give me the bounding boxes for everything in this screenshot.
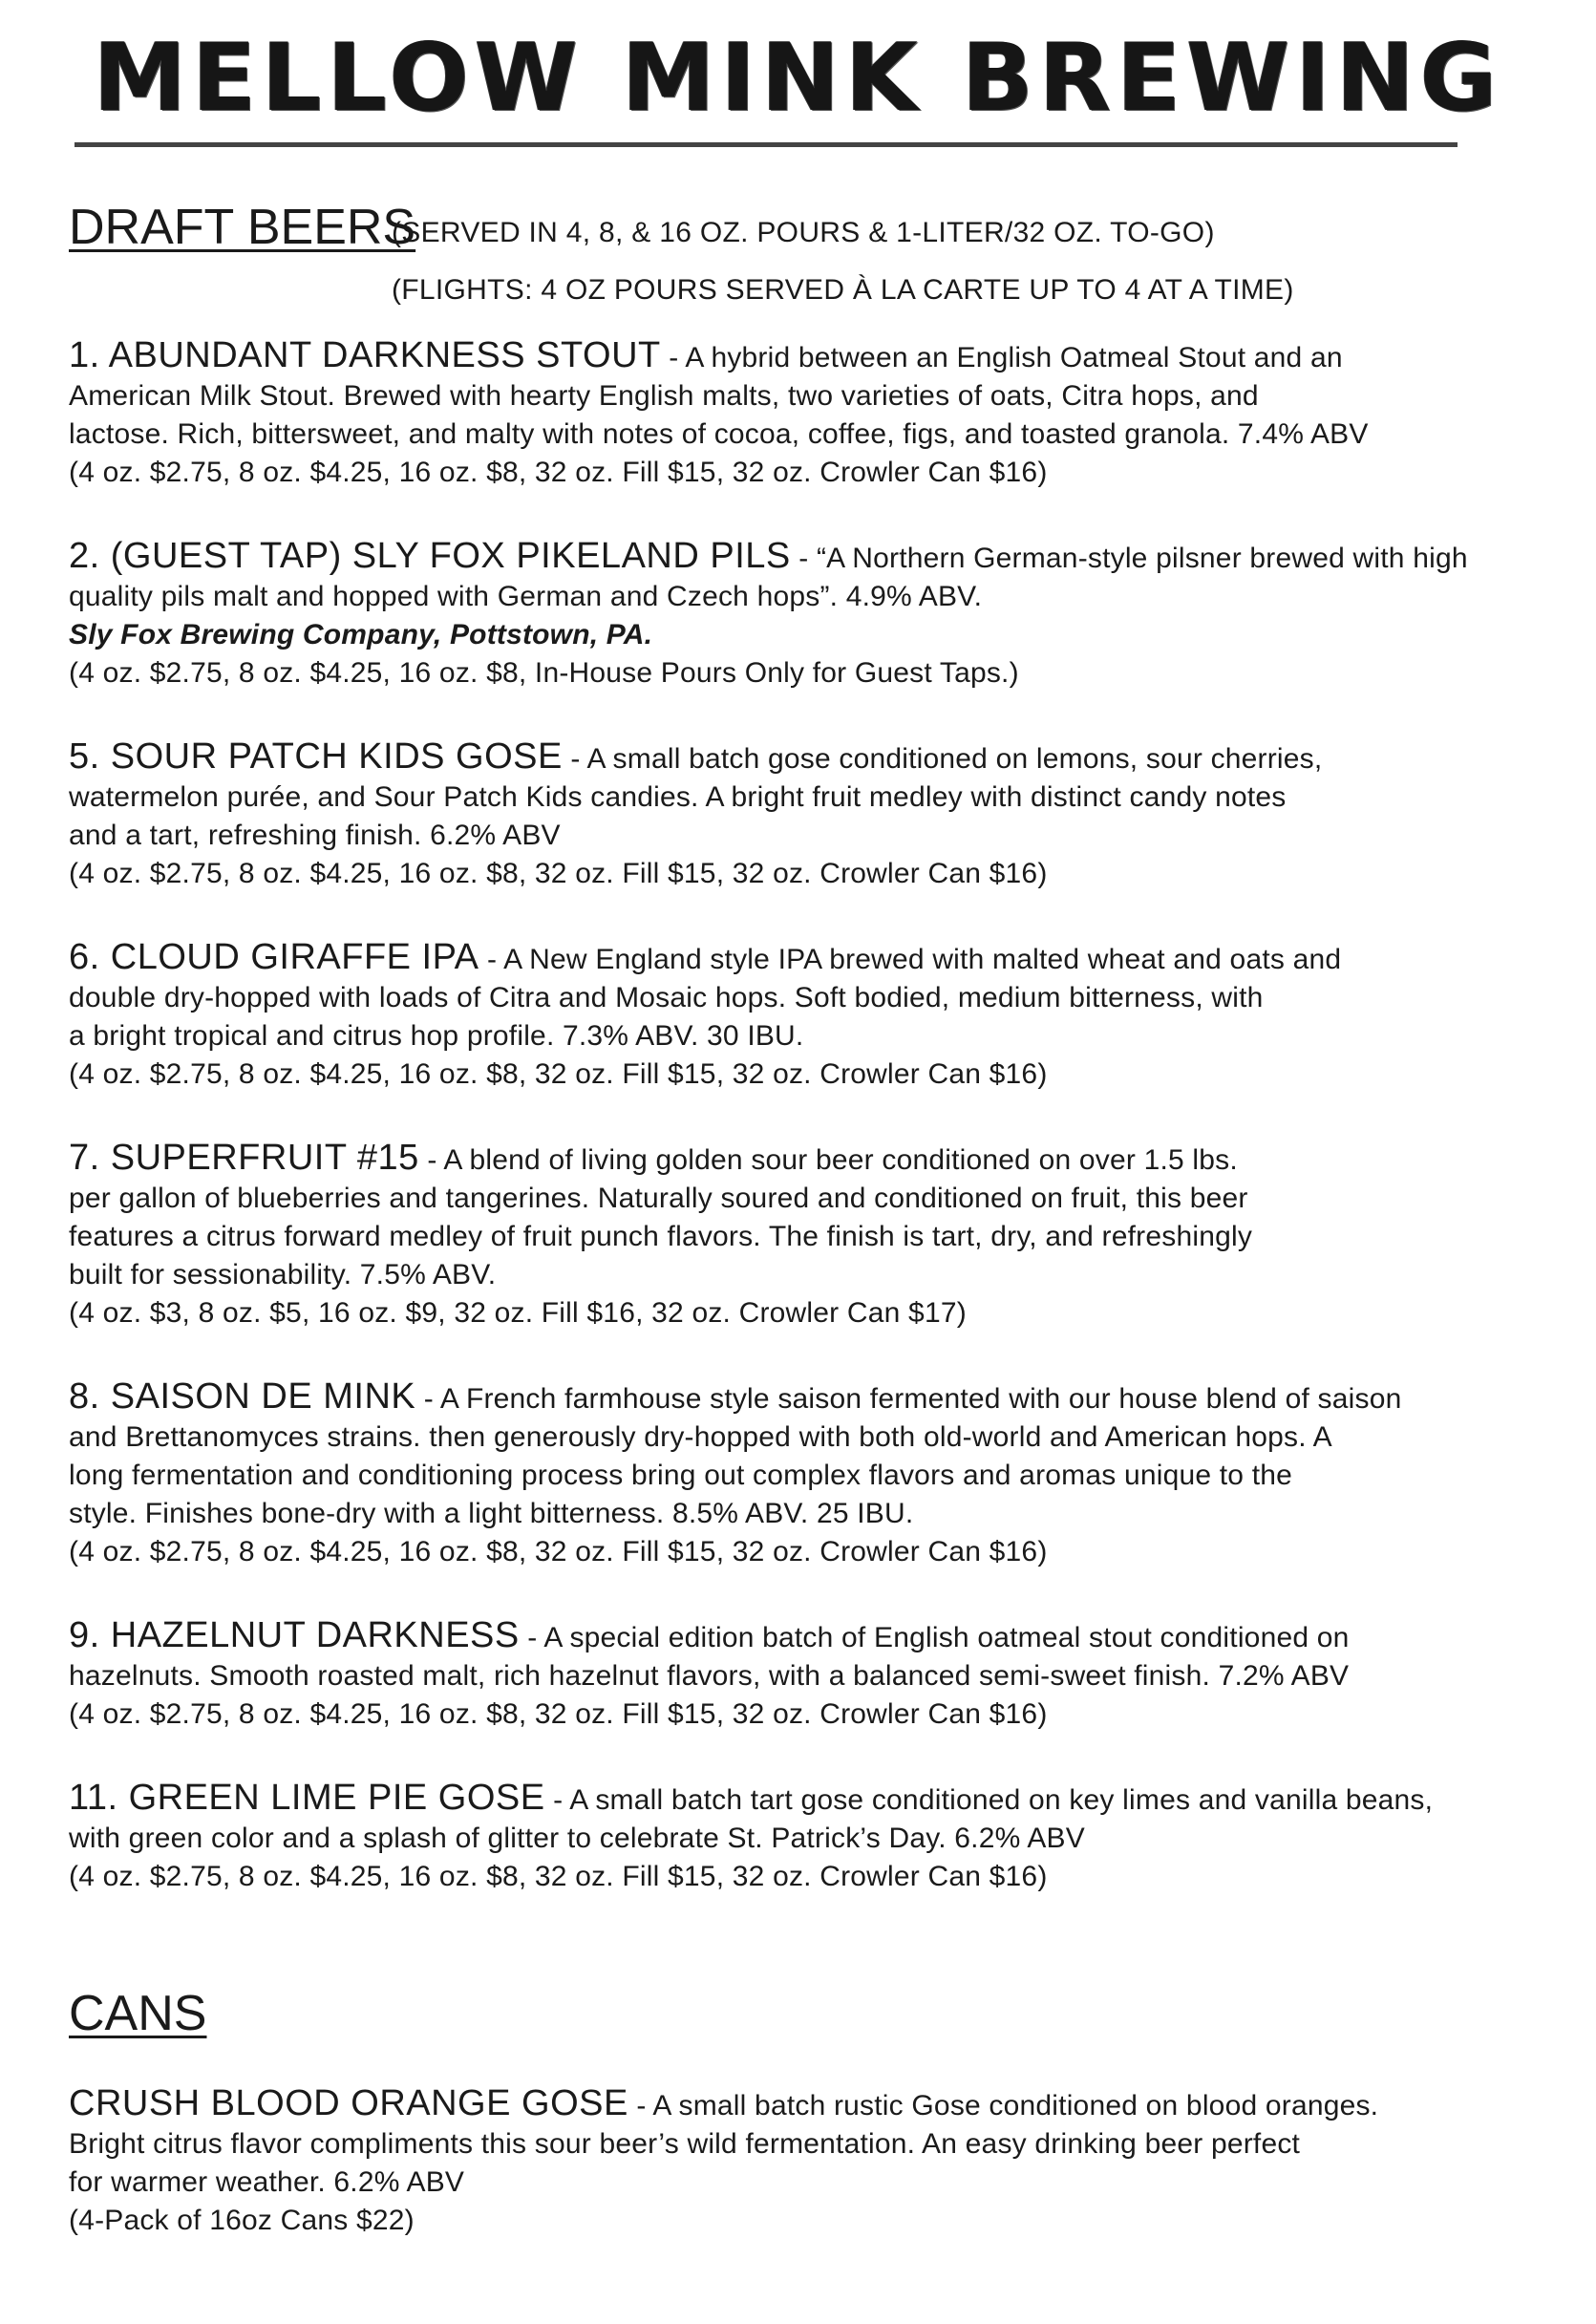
beer-description: - A hybrid between an English Oatmeal Stout and an xyxy=(660,342,1343,373)
beer-description: American Milk Stout. Brewed with hearty English malts, two varieties of oats, Citra hops, and xyxy=(69,380,1259,412)
beer-description: features a citrus forward medley of fruit punch flavors. The finish is tart, dry, and refreshingly xyxy=(69,1221,1253,1252)
beer-prices: (4-Pack of 16oz Cans $22) xyxy=(69,2205,415,2236)
draft-beers-heading: DRAFT BEERS xyxy=(69,200,416,255)
draft-flights-note: (FLIGHTS: 4 OZ POURS SERVED À LA CARTE UP TO 4 AT A TIME) xyxy=(392,274,1294,306)
beer-name: 6. CLOUD GIRAFFE IPA xyxy=(69,937,479,977)
beer-name: 8. SAISON DE MINK xyxy=(69,1376,416,1417)
beer-description: - A blend of living golden sour beer conditioned on over 1.5 lbs. xyxy=(418,1144,1238,1176)
beer-item xyxy=(69,1377,1559,1571)
beer-description: Bright citrus flavor compliments this sour beer’s wild fermentation. An easy drinking beer perfect xyxy=(69,2128,1301,2160)
beer-item xyxy=(69,1779,1559,1896)
beer-name: 7. SUPERFRUIT #15 xyxy=(69,1138,419,1178)
beer-item xyxy=(69,737,1559,893)
beer-description: and Brettanomyces strains. then generously dry-hopped with both old-world and American hops. A xyxy=(69,1421,1332,1453)
beer-name: 1. ABUNDANT DARKNESS STOUT xyxy=(69,335,661,375)
beer-description: double dry-hopped with loads of Citra and Mosaic hops. Soft bodied, medium bitterness, with xyxy=(69,982,1264,1013)
beer-name: 9. HAZELNUT DARKNESS xyxy=(69,1615,520,1655)
beer-name: 11. GREEN LIME PIE GOSE xyxy=(69,1778,545,1818)
beer-item xyxy=(69,336,1559,492)
brewery-name: Sly Fox Brewing Company, Pottstown, PA. xyxy=(69,619,653,650)
beer-description: hazelnuts. Smooth roasted malt, rich hazelnut flavors, with a balanced semi-sweet finish. 7.2% ABV xyxy=(69,1660,1350,1692)
beer-prices: (4 oz. $2.75, 8 oz. $4.25, 16 oz. $8, 32 oz. Fill $15, 32 oz. Crowler Can $16) xyxy=(69,1698,1048,1730)
beer-description: - A New England style IPA brewed with malted wheat and oats and xyxy=(479,944,1342,975)
beer-prices: (4 oz. $2.75, 8 oz. $4.25, 16 oz. $8, 32 oz. Fill $15, 32 oz. Crowler Can $16) xyxy=(69,1058,1048,1090)
beer-prices: (4 oz. $2.75, 8 oz. $4.25, 16 oz. $8, 32 oz. Fill $15, 32 oz. Crowler Can $16) xyxy=(69,858,1048,889)
beer-description: per gallon of blueberries and tangerines. Naturally soured and conditioned on fruit, this beer xyxy=(69,1183,1248,1214)
beer-description: quality pils malt and hopped with German and Czech hops”. 4.9% ABV. xyxy=(69,581,983,612)
beer-description: - A small batch rustic Gose conditioned on blood oranges. xyxy=(628,2090,1379,2121)
beer-item xyxy=(69,537,1559,693)
beer-item xyxy=(69,1139,1559,1333)
beer-description: a bright tropical and citrus hop profile. 7.3% ABV. 30 IBU. xyxy=(69,1020,804,1052)
title-divider xyxy=(74,142,1458,147)
beer-prices: (4 oz. $2.75, 8 oz. $4.25, 16 oz. $8, 32 oz. Fill $15, 32 oz. Crowler Can $16) xyxy=(69,1861,1048,1892)
beer-description: style. Finishes bone-dry with a light bitterness. 8.5% ABV. 25 IBU. xyxy=(69,1498,914,1529)
cans-heading: CANS xyxy=(69,1986,207,2041)
beer-description: watermelon purée, and Sour Patch Kids candies. A bright fruit medley with distinct candy notes xyxy=(69,781,1287,813)
beer-description: - A French farmhouse style saison fermented with our house blend of saison xyxy=(415,1383,1402,1415)
beer-description: - A small batch gose conditioned on lemons, sour cherries, xyxy=(562,743,1323,775)
beer-name: 2. (GUEST TAP) SLY FOX PIKELAND PILS xyxy=(69,536,791,576)
beer-prices: (4 oz. $2.75, 8 oz. $4.25, 16 oz. $8, 32 oz. Fill $15, 32 oz. Crowler Can $16) xyxy=(69,1536,1048,1567)
beer-description: long fermentation and conditioning process bring out complex flavors and aromas unique to the xyxy=(69,1460,1293,1491)
beer-description: - A small batch tart gose conditioned on key limes and vanilla beans, xyxy=(544,1784,1434,1816)
brand-title: MELLOW MINK BREWING xyxy=(93,24,1503,133)
beer-description: built for sessionability. 7.5% ABV. xyxy=(69,1259,497,1290)
beer-name: 5. SOUR PATCH KIDS GOSE xyxy=(69,736,563,777)
beer-item xyxy=(69,938,1559,1094)
beer-name: CRUSH BLOOD ORANGE GOSE xyxy=(69,2083,628,2123)
beer-prices: (4 oz. $3, 8 oz. $5, 16 oz. $9, 32 oz. Fill $16, 32 oz. Crowler Can $17) xyxy=(69,1297,967,1329)
beer-description: for warmer weather. 6.2% ABV xyxy=(69,2166,465,2198)
draft-serving-note: (SERVED IN 4, 8, & 16 OZ. POURS & 1-LITER/32 OZ. TO-GO) xyxy=(392,217,1215,248)
beer-description: with green color and a splash of glitter to celebrate St. Patrick’s Day. 6.2% ABV xyxy=(69,1823,1085,1854)
can-item xyxy=(69,2084,1559,2240)
beer-description: and a tart, refreshing finish. 6.2% ABV xyxy=(69,820,561,851)
beer-description: lactose. Rich, bittersweet, and malty with notes of cocoa, coffee, figs, and toasted granola. 7.4% ABV xyxy=(69,418,1369,450)
beer-item xyxy=(69,1616,1559,1734)
beer-description: - “A Northern German-style pilsner brewed with high xyxy=(790,543,1468,574)
beer-description: - A special edition batch of English oatmeal stout conditioned on xyxy=(519,1622,1350,1653)
beer-prices: (4 oz. $2.75, 8 oz. $4.25, 16 oz. $8, 32 oz. Fill $15, 32 oz. Crowler Can $16) xyxy=(69,457,1048,488)
beer-prices: (4 oz. $2.75, 8 oz. $4.25, 16 oz. $8, In-House Pours Only for Guest Taps.) xyxy=(69,657,1019,689)
